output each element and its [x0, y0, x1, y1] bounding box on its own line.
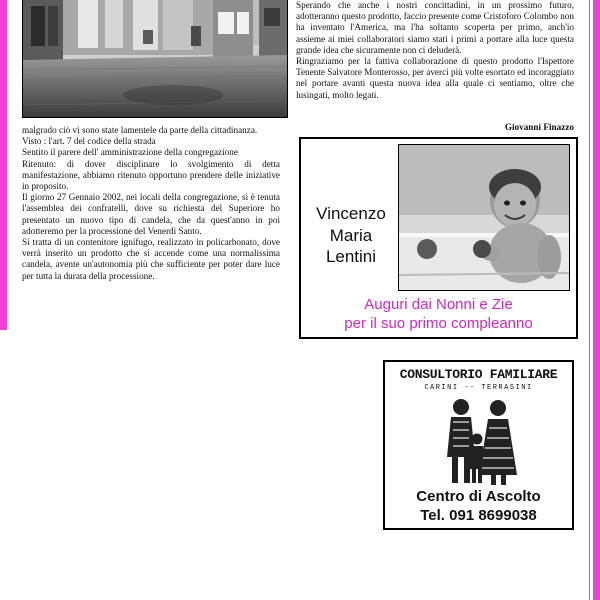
paragraph: malgrado ciò vi sono state lamentele da parte della cittadinanza. [22, 125, 258, 135]
paragraph: Sperando che anche i nostri concittadini, in un prossimo futuro, adotteranno questo prodotto, faccio presente come Cristoforo Colombo non ha inventato l'America, ma l'ha soltanto scoperta per primo, anch'io assieme ai miei collaboratori siamo stati i primi a portare alla luce questa grande idea che sicuramente non ci deluderà. [296, 0, 574, 55]
paragraph: Visto : l'art. 7 del codice della strada [22, 136, 156, 147]
consultorio-phone: Tel. 091 8699038 [420, 507, 537, 524]
consultorio-title: CONSULTORIO FAMILIARE [399, 367, 558, 382]
baby-photo [398, 144, 570, 291]
page-margin-stripe-right [593, 0, 600, 600]
birthday-wishes: Auguri dai Nonni e Zie per il suo primo compleanno [344, 296, 533, 332]
consultorio-subtitle: CARINI -- TERRASINI [424, 384, 533, 392]
left-column-text [22, 125, 280, 282]
consultorio-ad [383, 360, 574, 530]
street-photo [22, 0, 288, 118]
birthday-announcement [299, 137, 578, 339]
page-margin-stripe-left [0, 0, 7, 330]
paragraph: Si tratta di un contenitore ignifugo, realizzato in policarbonato, dove verrà inserito un prodotto che si accende come una normalissima candela, avente un'autonomia più che sufficiente per poter dare luce per tutta la durata della processione. [22, 237, 280, 281]
baby-name: Vincenzo Maria Lentini [316, 204, 386, 266]
paragraph: Il giorno 27 Gennaio 2002, nei locali della congregazione, si è tenuta l'assemblea dei confratelli, dove su richiesta del Superiore ho presentato un nuovo tipo di candela, che da quest'anno in poi adotteremo per la processione del Venerdì Santo. [22, 192, 280, 236]
paragraph: Sentito il parere dell' amministrazione della congregazione [22, 147, 238, 158]
page-margin-line-right [589, 0, 590, 600]
paragraph: Ringraziamo per la fattiva collaborazione di questo prodotto l'Ispettore Tenente Salvatore Monterosso, per averci più volte esortato ed incoraggiato nel portare avanti questa nuova idea alla quale ci sentiamo, oltre che lusingati, molto legati. [296, 56, 574, 100]
paragraph: Ritenuto: di dover disciplinare lo svolgimento di detta manifestazione, abbiamo ritenuto opportuno prendere delle iniziative in proposito. [22, 158, 280, 192]
right-column-text [296, 0, 574, 101]
family-logo-icon [425, 395, 532, 492]
author-signature: Giovanni Finazzo [504, 122, 574, 132]
consultorio-center-label: Centro di Ascolto [416, 488, 541, 505]
